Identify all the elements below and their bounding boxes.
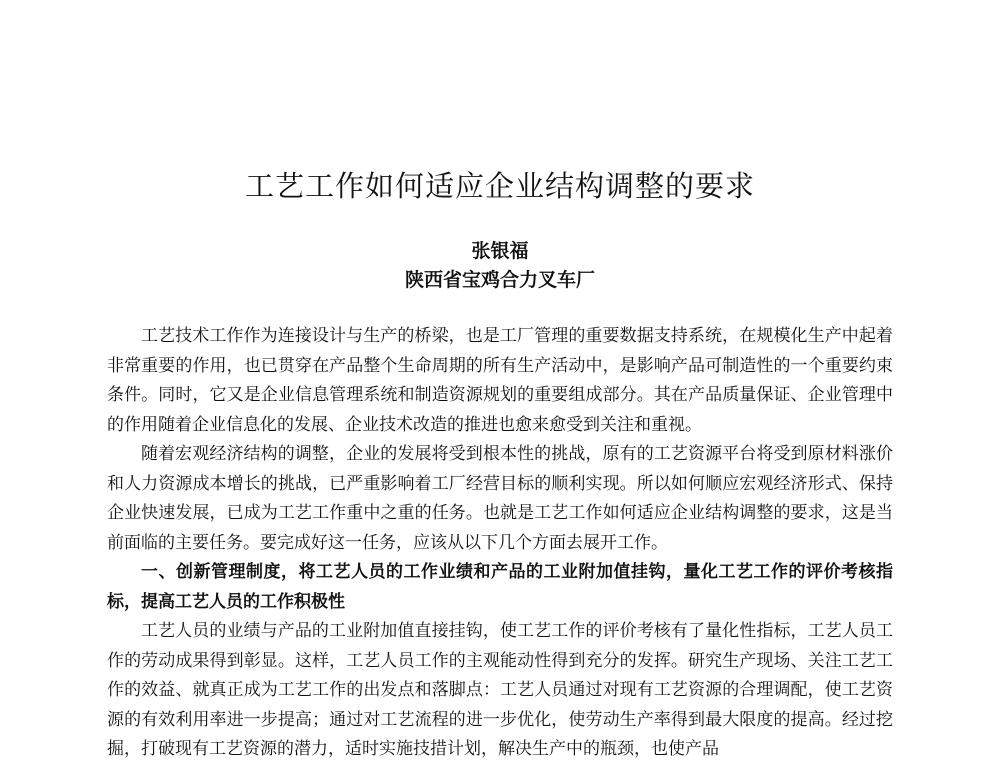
body-paragraph: 工艺人员的业绩与产品的工业附加值直接挂钩，使工艺工作的评价考核有了量化性指标，工艺人员工作的劳动成果得到彰显。这样，工艺人员工作的主观能动性得到充分的发挥。研究生产现场、关注工艺工作的效益、就真正成为工艺工作的出发点和落脚点：工艺人员通过对现有工艺资源的合理调配，使工艺资源的有效利用率进一步提高；通过对工艺流程的进一步优化，使劳动生产率得到最大限度的提高。经过挖掘，打破现有工艺资源的潜力，适时实施技措计划，解决生产中的瓶颈，也使产品 [107,621,893,759]
section-heading: 一、创新管理制度，将工艺人员的工作业绩和产品的工业附加值挂钩，量化工艺工作的评价考核指标，提高工艺人员的工作积极性 [107,562,893,612]
article-title: 工艺工作如何适应企业结构调整的要求 [244,169,755,203]
author-name: 张银福 [471,240,529,262]
article-body [107,322,893,765]
body-paragraph: 工艺技术工作作为连接设计与生产的桥梁，也是工厂管理的重要数据支持系统，在规模化生产中起着非常重要的作用，也已贯穿在产品整个生命周期的所有生产活动中，是影响产品可制造性的一个重要约束条件。同时，它又是企业信息管理系统和制造资源规划的重要组成部分。其在产品质量保证、企业管理中的作用随着企业信息化的发展、企业技术改造的推进也愈来愈受到关注和重视。 [107,326,893,435]
body-paragraph: 随着宏观经济结构的调整，企业的发展将受到根本性的挑战，原有的工艺资源平台将受到原材料涨价和人力资源成本增长的挑战，已严重影响着工厂经营目标的顺利实现。所以如何顺应宏观经济形式、保持企业快速发展，已成为工艺工作重中之重的任务。也就是工艺工作如何适应企业结构调整的要求，这是当前面临的主要任务。要完成好这一任务，应该从以下几个方面去展开工作。 [107,444,893,553]
author-affiliation: 陕西省宝鸡合力叉车厂 [404,269,595,291]
